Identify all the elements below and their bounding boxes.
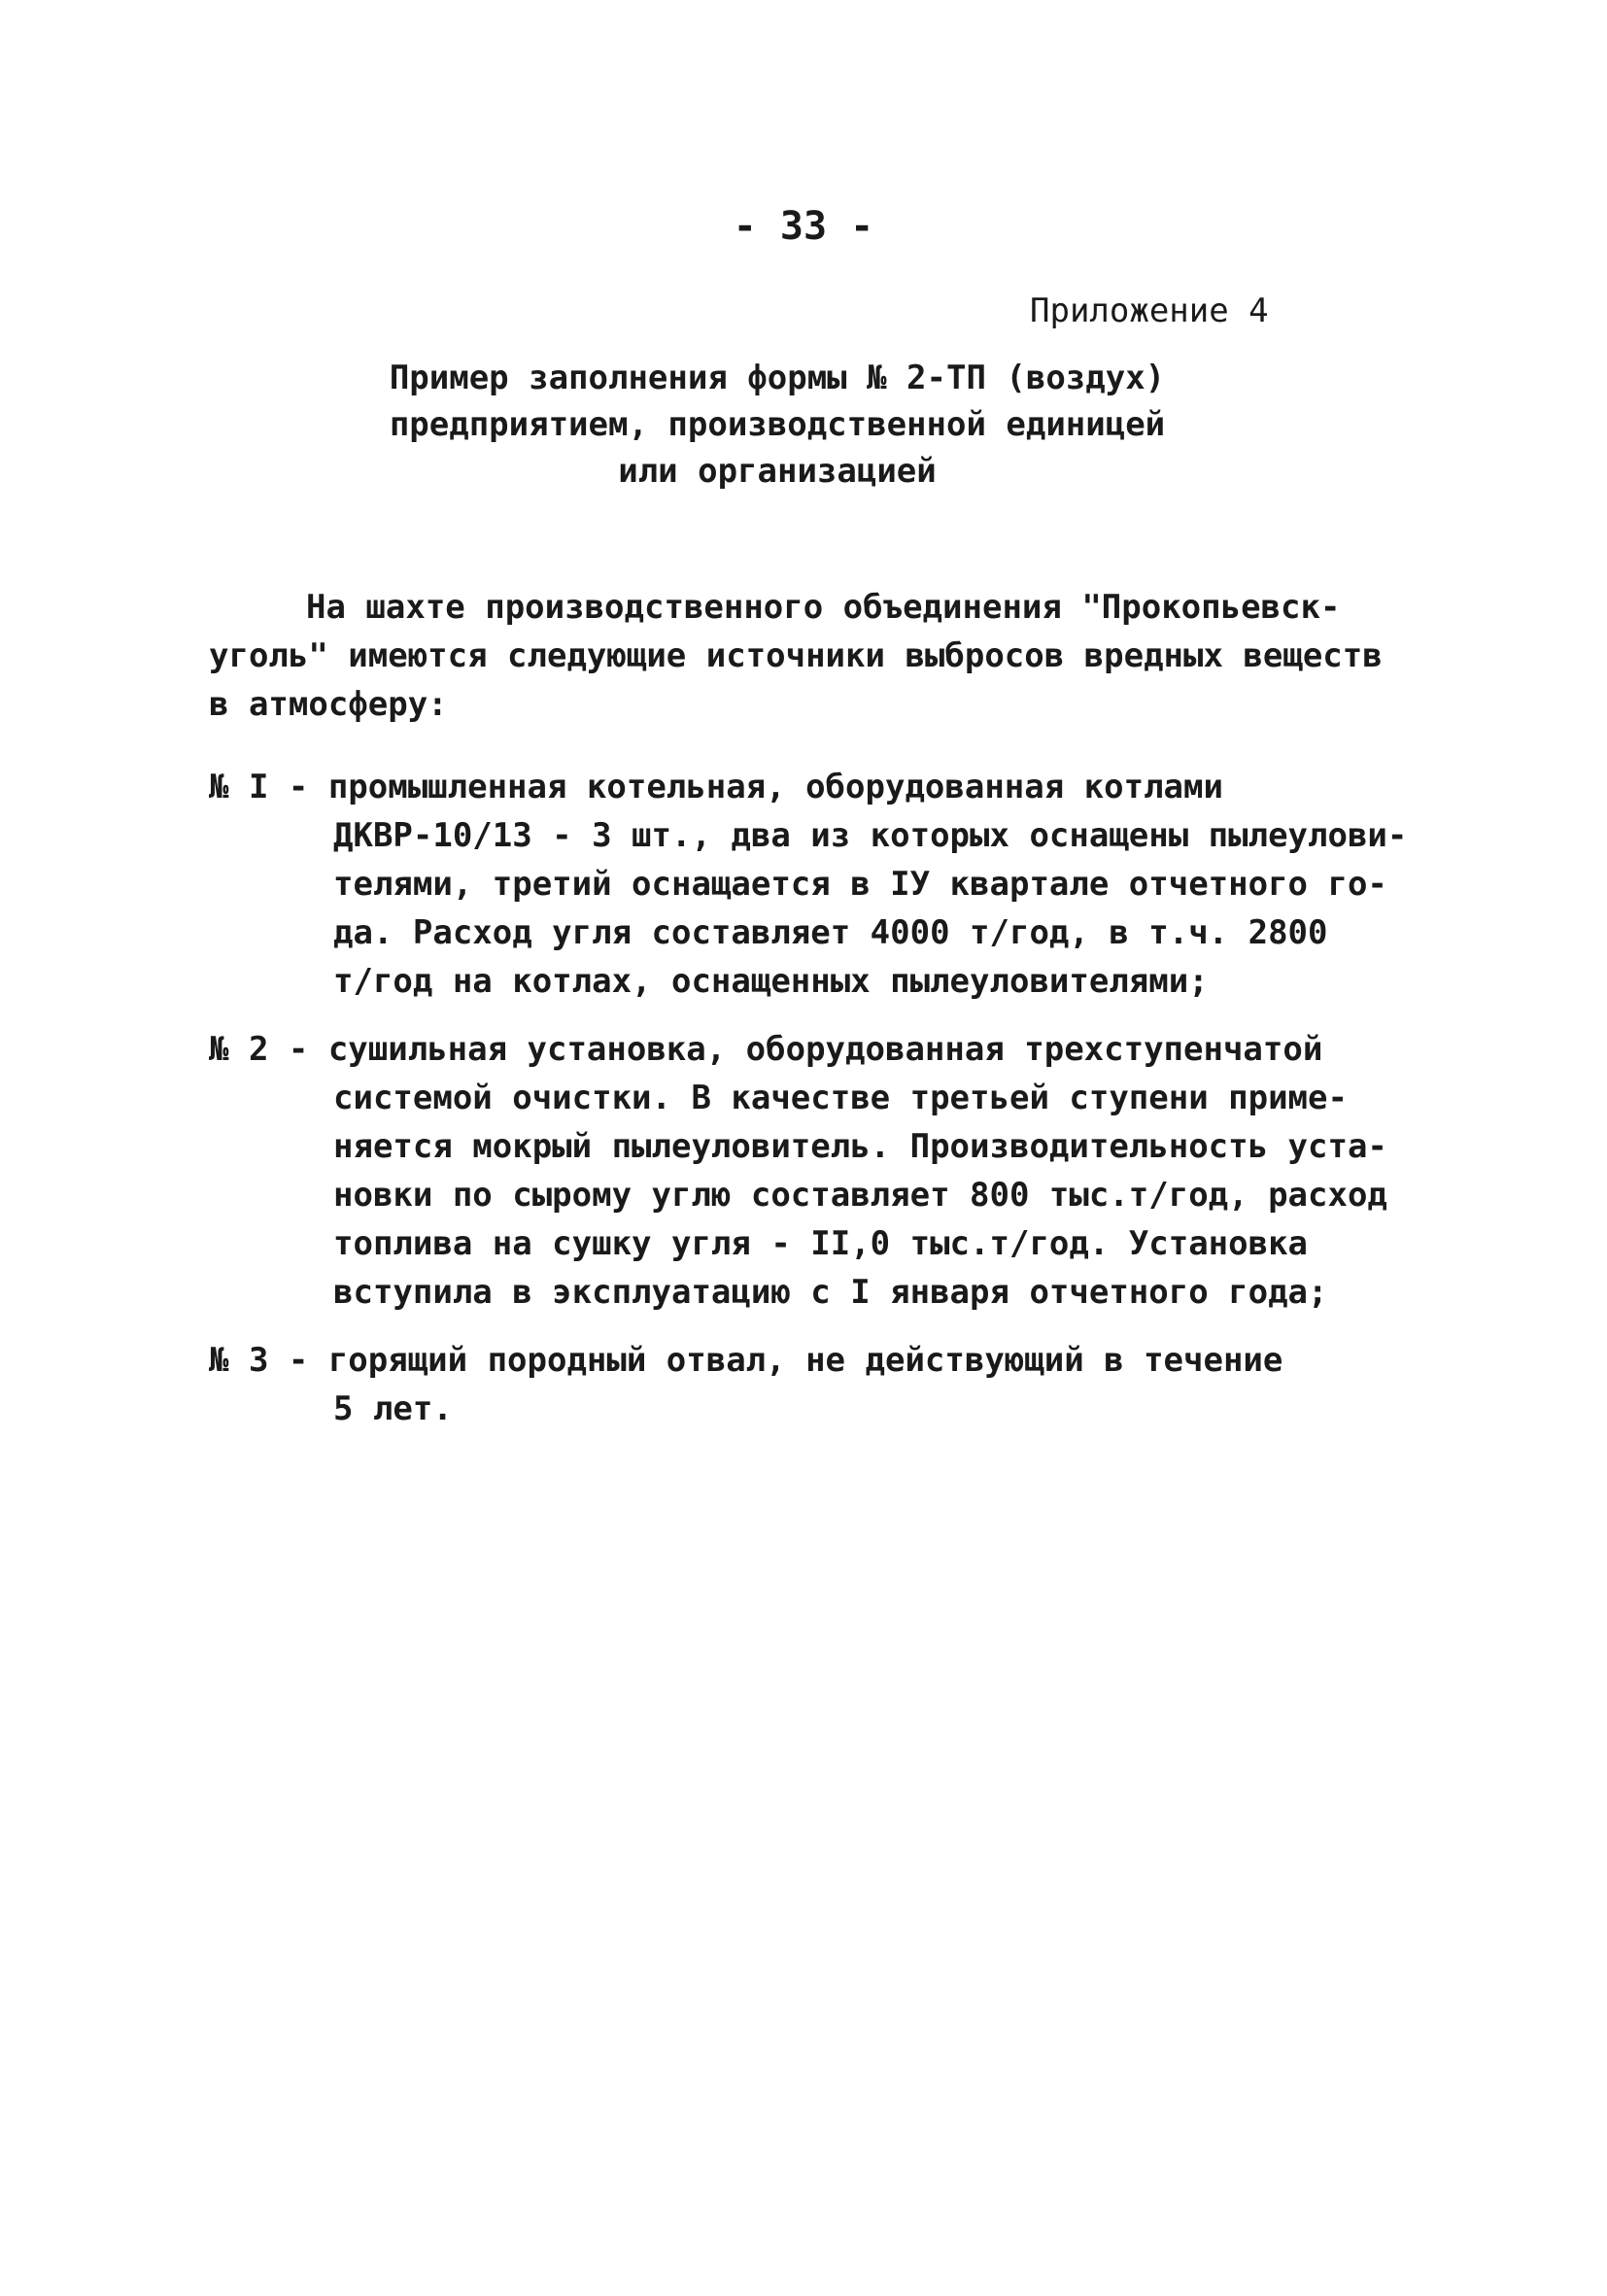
intro-paragraph: [209, 583, 1383, 729]
source-item-line: системой очистки. В качестве третьей ступени приме-: [333, 1079, 1348, 1117]
appendix-label: Приложение 4: [1030, 291, 1269, 330]
source-item-first-line: № 2 - сушильная установка, оборудованная трехступенчатой: [209, 1030, 1323, 1069]
intro-line: уголь" имеются следующие источники выбросов вредных веществ: [209, 636, 1383, 675]
source-item-line: 5 лет.: [333, 1389, 453, 1428]
source-item-1: [209, 763, 1408, 1006]
source-item-first-line: № 3 - горящий породный отвал, не действующий в течение: [209, 1341, 1283, 1380]
source-item-line: новки по сырому углю составляет 800 тыс.т/год, расход: [333, 1176, 1387, 1215]
page-number: - 33 -: [733, 204, 874, 249]
document-title: [291, 355, 1263, 495]
intro-line: в атмосферу:: [209, 685, 448, 724]
source-item-first-line: № I - промышленная котельная, оборудованная котлами: [209, 768, 1223, 806]
title-line: Пример заполнения формы № 2-ТП (воздух): [389, 359, 1166, 397]
source-item-line: ДКВР-10/13 - 3 шт., два из которых оснащены пылеулови-: [333, 816, 1408, 855]
source-item-line: телями, третий оснащается в IУ квартале отчетного го-: [333, 865, 1387, 904]
source-item-line: вступила в эксплуатацию с I января отчетного года;: [333, 1273, 1328, 1312]
title-line: предприятием, производственной единицей: [389, 405, 1166, 444]
source-item-line: да. Расход угля составляет 4000 т/год, в т.ч. 2800: [333, 913, 1328, 952]
source-item-line: т/год на котлах, оснащенных пылеуловителями;: [333, 962, 1209, 1001]
source-item-2: [209, 1025, 1387, 1317]
source-item-3: [209, 1336, 1375, 1433]
source-item-line: няется мокрый пылеуловитель. Производительность уста-: [333, 1127, 1387, 1166]
source-item-line: топлива на сушку угля - II,0 тыс.т/год. Установка: [333, 1224, 1309, 1263]
title-line: или организацией: [618, 452, 937, 491]
intro-line: На шахте производственного объединения "Прокопьевск-: [306, 588, 1341, 627]
